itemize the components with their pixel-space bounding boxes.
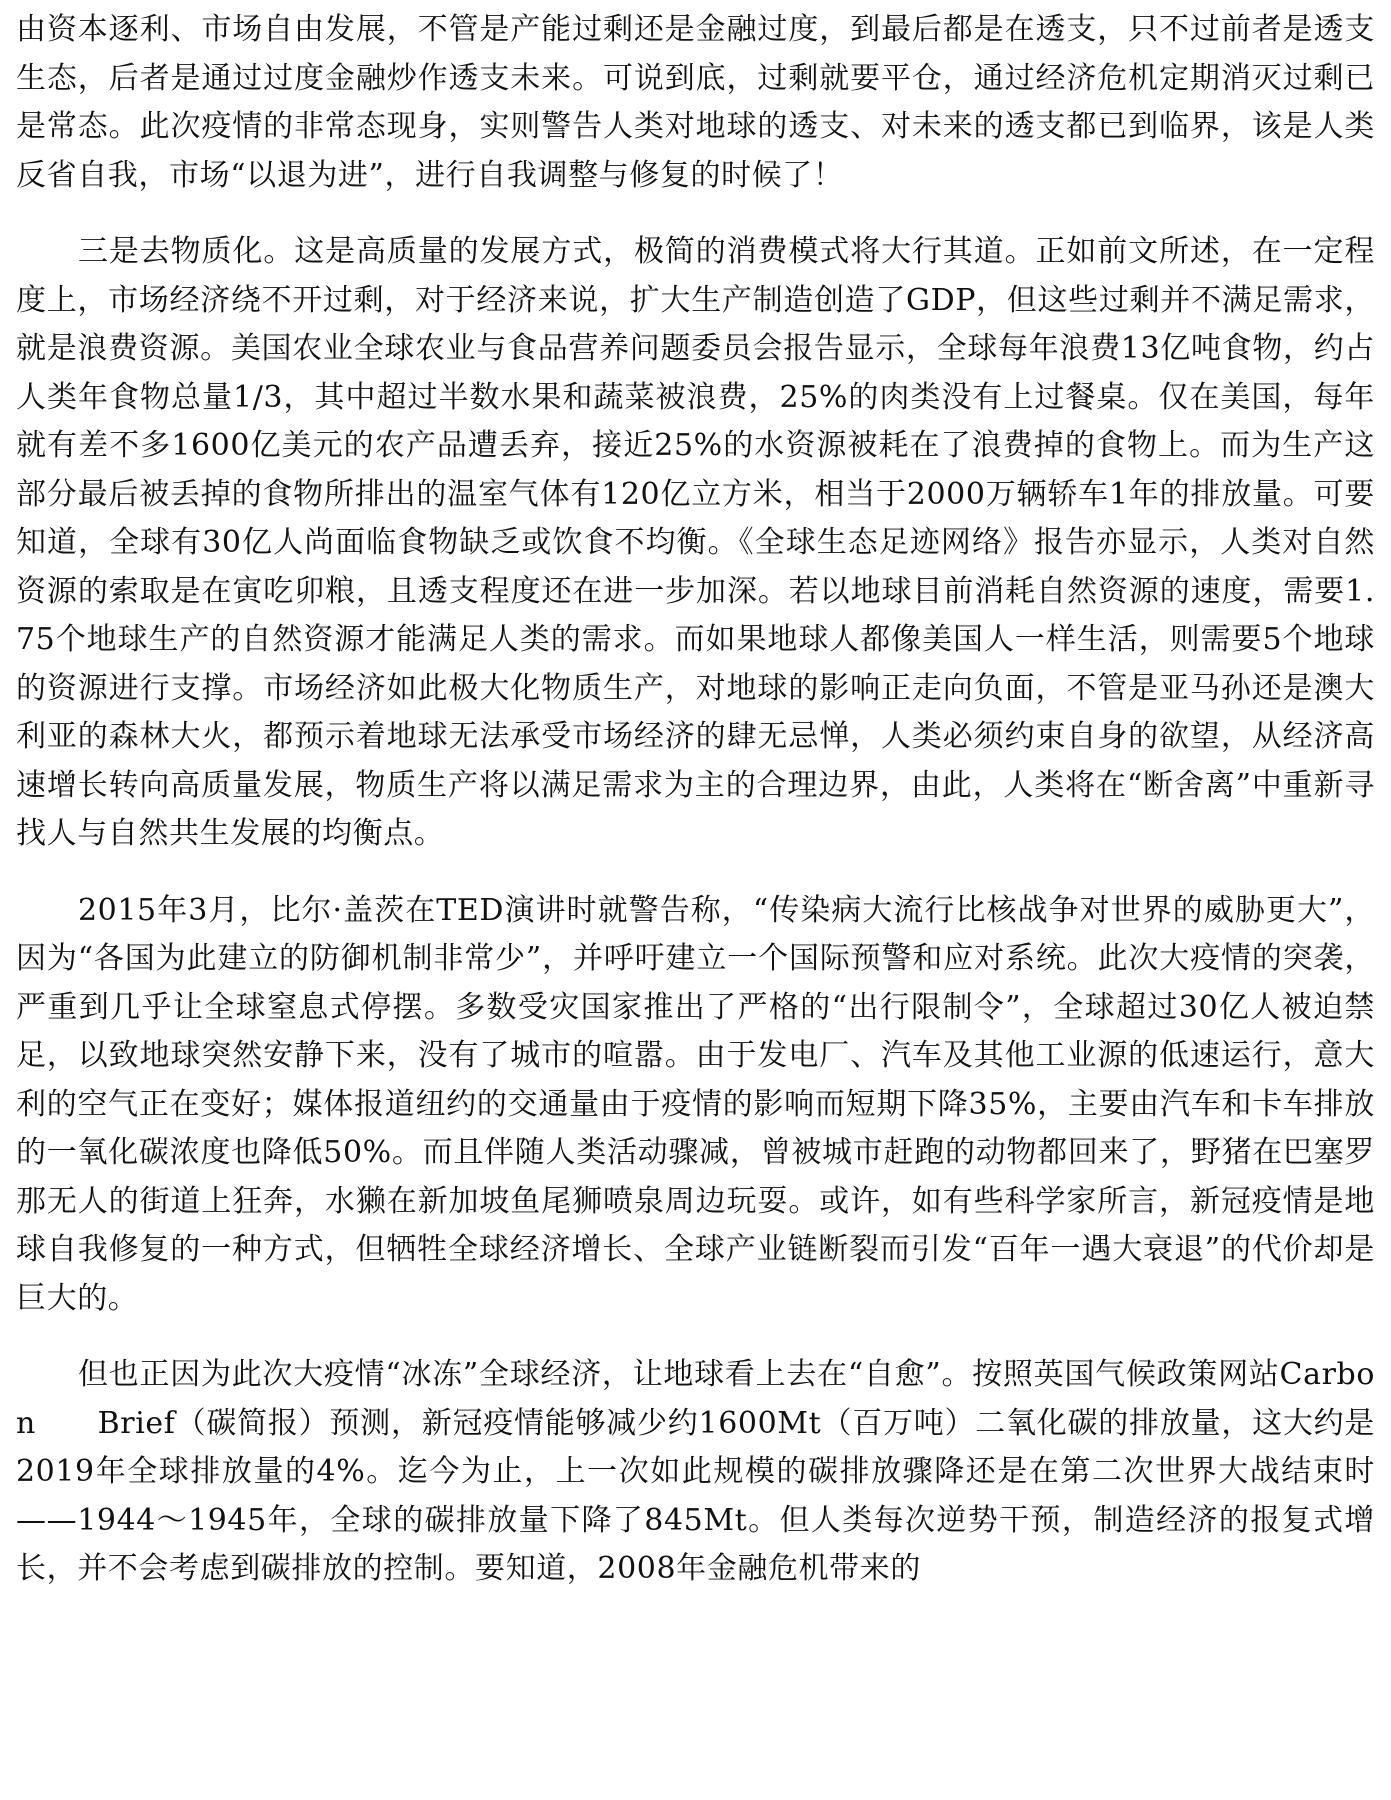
paragraph-4: 但也正因为此次大疫情“冰冻”全球经济，让地球看上去在“自愈”。按照英国气候政策网站Carbon Brief（碳简报）预测，新冠疫情能够减少约1600Mt（百万吨）二氧化碳的排放量，这大约是2019年全球排放量的4%。迄今为止，上一次如此规模的碳排放骤降还是在第二次世界大战结束时——1944～1945年，全球的碳排放量下降了845Mt。但人类每次逆势干预，制造经济的报复式增长，并不会考虑到碳排放的控制。要知道，2008年金融危机带来的: [16, 1357, 1375, 1586]
paragraph-2: 三是去物质化。这是高质量的发展方式，极简的消费模式将大行其道。正如前文所述，在一定程度上，市场经济绕不开过剩，对于经济来说，扩大生产制造创造了GDP，但这些过剩并不满足需求，就是浪费资源。美国农业全球农业与食品营养问题委员会报告显示，全球每年浪费13亿吨食物，约占人类年食物总量1/3，其中超过半数水果和蔬菜被浪费，25%的肉类没有上过餐桌。仅在美国，每年就有差不多1600亿美元的农产品遭丢弃，接近25%的水资源被耗在了浪费掉的食物上。而为生产这部分最后被丢掉的食物所排出的温室气体有120亿立方米，相当于2000万辆轿车1年的排放量。可要知道，全球有30亿人尚面临食物缺乏或饮食不均衡。《全球生态足迹网络》报告亦显示，人类对自然资源的索取是在寅吃卯粮，且透支程度还在进一步加深。若以地球目前消耗自然资源的速度，需要1.75个地球生产的自然资源才能满足人类的需求。而如果地球人都像美国人一样生活，则需要5个地球的资源进行支撑。市场经济如此极大化物质生产，对地球的影响正走向负面，不管是亚马孙还是澳大利亚的森林大火，都预示着地球无法承受市场经济的肆无忌惮，人类必须约束自身的欲望，从经济高速增长转向高质量发展，物质生产将以满足需求为主的合理边界，由此，人类将在“断舍离”中重新寻找人与自然共生发展的均衡点。: [16, 234, 1375, 851]
paragraph-3: 2015年3月，比尔·盖茨在TED演讲时就警告称，“传染病大流行比核战争对世界的威胁更大”，因为“各国为此建立的防御机制非常少”，并呼吁建立一个国际预警和应对系统。此次大疫情的突袭，严重到几乎让全球窒息式停摆。多数受灾国家推出了严格的“出行限制令”，全球超过30亿人被迫禁足，以致地球突然安静下来，没有了城市的喧嚣。由于发电厂、汽车及其他工业源的低速运行，意大利的空气正在变好；媒体报道纽约的交通量由于疫情的影响而短期下降35%，主要由汽车和卡车排放的一氧化碳浓度也降低50%。而且伴随人类活动骤减，曾被城市赶跑的动物都回来了，野猪在巴塞罗那无人的街道上狂奔，水獭在新加坡鱼尾狮喷泉周边玩耍。或许，如有些科学家所言，新冠疫情是地球自我修复的一种方式，但牺牲全球经济增长、全球产业链断裂而引发“百年一遇大衰退”的代价却是巨大的。: [16, 892, 1375, 1316]
paragraph-1: 由资本逐利、市场自由发展，不管是产能过剩还是金融过度，到最后都是在透支，只不过前者是透支生态，后者是通过过度金融炒作透支未来。可说到底，过剩就要平仓，通过经济危机定期消灭过剩已是常态。此次疫情的非常态现身，实则警告人类对地球的透支、对未来的透支都已到临界，该是人类反省自我，市场“以退为进”，进行自我调整与修复的时候了！: [16, 12, 1375, 193]
